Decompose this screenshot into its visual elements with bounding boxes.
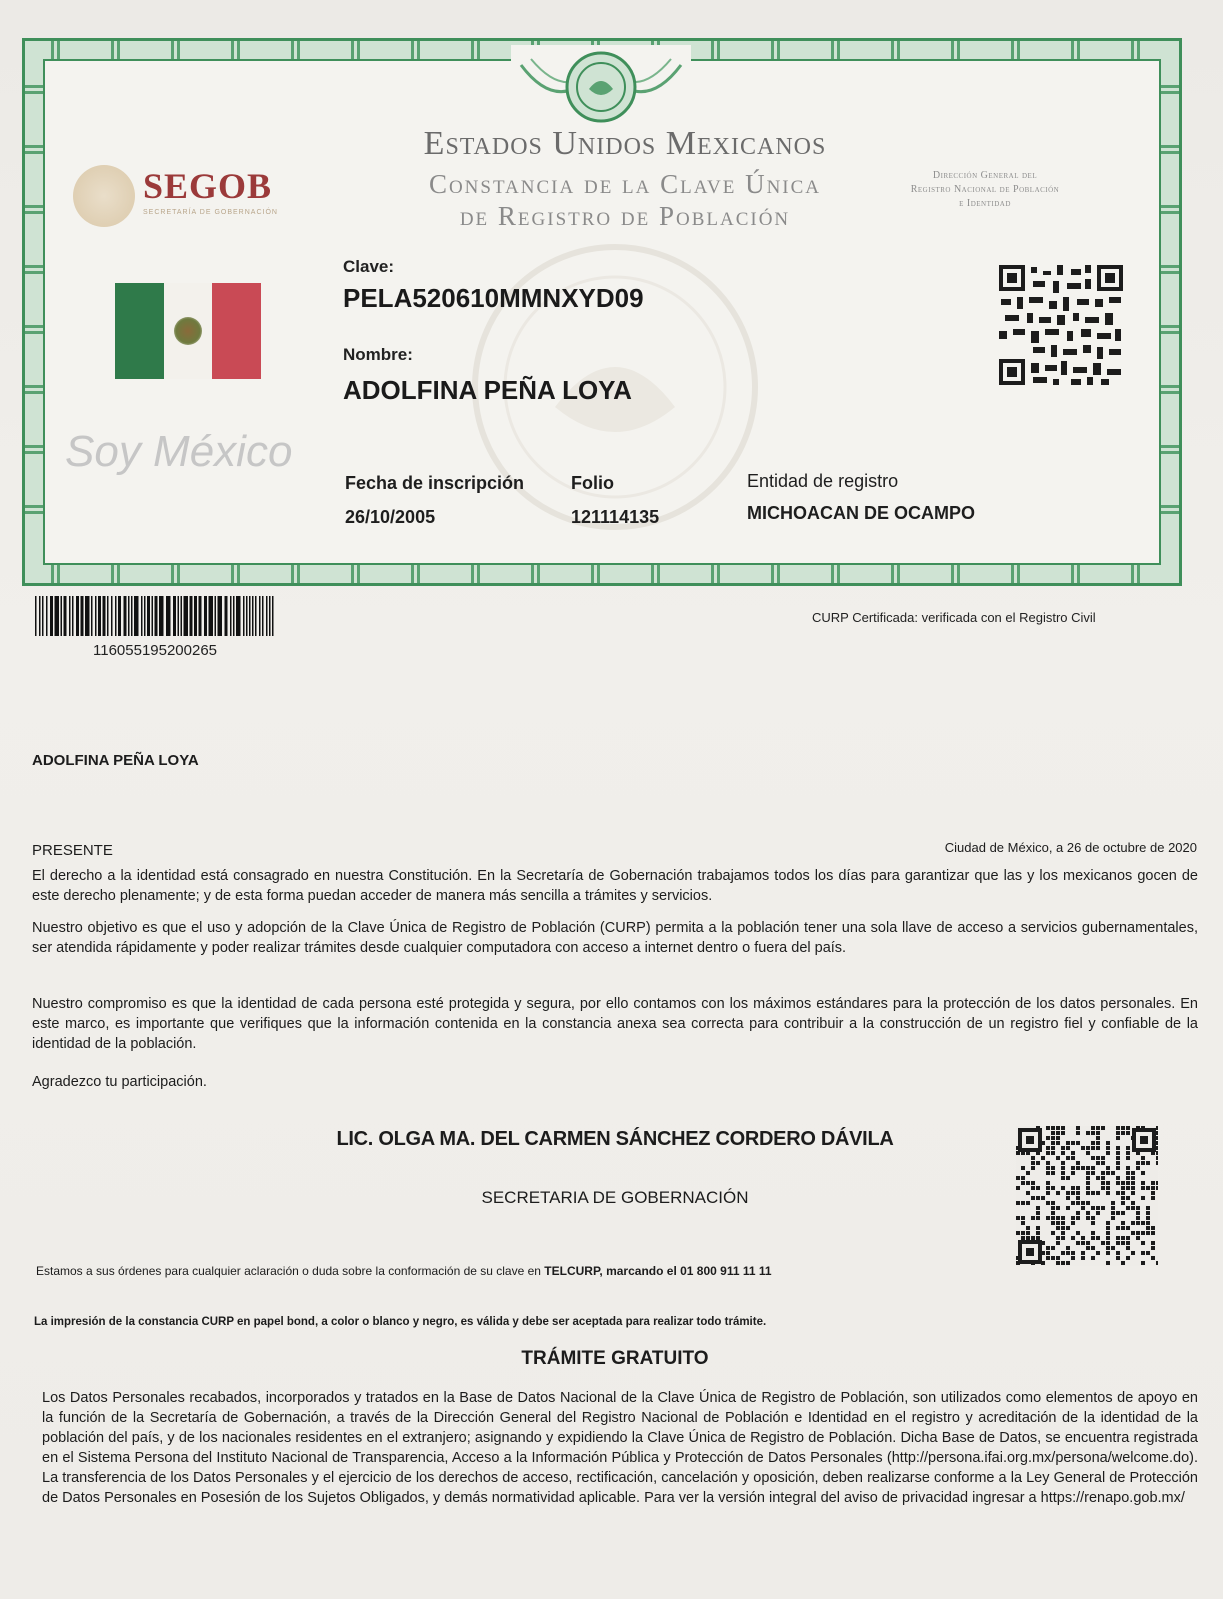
segob-emblem-icon [73,165,135,227]
national-seal-icon [511,45,691,135]
barcode-number: 116055195200265 [93,642,218,659]
clave-value: PELA520610MMNXYD09 [343,283,644,313]
letter-addressee: ADOLFINA PEÑA LOYA [32,752,199,769]
certificate-border-left [25,59,45,565]
folio-label: Folio [571,473,614,493]
segob-logo: SEGOB [143,166,273,206]
letter-presente: PRESENTE [32,842,113,859]
segob-subtitle: SECRETARÍA DE GOBERNACIÓN [143,209,278,216]
signer-role: SECRETARIA DE GOBERNACIÓN [481,1188,749,1207]
entidad-label: Entidad de registro [747,471,899,491]
letter-thanks: Agradezco tu participación. [32,1074,207,1090]
fecha-label: Fecha de inscripción [345,473,525,493]
print-validity-note: La impresión de la constancia CURP en papel bond, a color o blanco y negro, es válida y debe ser aceptada para realizar todo trámite. [34,1316,767,1328]
document-title-line-2: de Registro de Población [459,201,791,231]
nombre-value: ADOLFINA PEÑA LOYA [343,375,632,405]
fecha-value: 26/10/2005 [345,507,436,527]
telcurp-note: Estamos a sus órdenes para cualquier aclaración o duda sobre la conformación de su clave en TELCURP, marcando el 01 800 911 11 11 [36,1264,772,1278]
country-title: Estados Unidos Mexicanos [423,125,827,162]
letter-paragraph-3: Nuestro compromiso es que la identidad de cada persona esté protegida y segura, por ello contamos con los máximos estándares para la protección de los datos personales. En este marco, es importante que verifiques que la información contenida en la constancia anexa sea correcta para contribuir a la construcción de un registro fiel y confiable de la identidad de la población. [32,996,1198,1052]
entidad-value: MICHOACAN DE OCAMPO [747,503,975,523]
signer-name: LIC. OLGA MA. DEL CARMEN SÁNCHEZ CORDERO DÁVILA [336,1128,894,1150]
directorate-text: Dirección General del Registro Nacional de Población e Identidad [910,170,1060,209]
tramite-gratuito: TRÁMITE GRATUITO [521,1348,709,1369]
certificate-border-right [1159,59,1179,565]
letter-paragraph-2: Nuestro objetivo es que el uso y adopción de la Clave Única de Registro de Población (CURP) permita a la población tener una sola llave de acceso a servicios gubernamentales, ser atendida rápidamente y poder realizar trámites desde cualquier computadora con acceso a internet dentro o fuera del país. [32,920,1198,956]
mexican-flag-icon [115,283,261,379]
folio-value: 121114135 [571,507,660,527]
barcode-icon [35,596,275,636]
telcurp-phone: TELCURP, marcando el 01 800 911 11 11 [544,1264,772,1278]
qr-code-2-icon [1016,1126,1158,1266]
letter-place-date: Ciudad de México, a 26 de octubre de 2020 [944,840,1197,855]
curp-certificate [22,38,1182,586]
curp-certified-note: CURP Certificada: verificada con el Registro Civil [812,610,1096,625]
slogan: Soy México [65,427,293,476]
qr-code-icon [997,263,1125,387]
clave-label: Clave: [343,257,395,276]
document-title-line-1: Constancia de la Clave Única [428,169,822,199]
privacy-notice: Los Datos Personales recabados, incorporados y tratados en la Base de Datos Nacional de la Clave Única de Registro de Población, son utilizados como elementos de apoyo en la función de la Secretaría de Gobernación, a través de la Dirección General del Registro Nacional de Población e Identidad en el registro y acreditación de la identidad de la población del país, y de los nacionales residentes en el extranjero; asignando y expidiendo la Clave Única de Registro de Población. Dicha Base de Datos, se encuentra registrada en el Sistema Persona del Instituto Nacional de Transparencia, Acceso a la Información Pública y Protección de Datos Personales (http://persona.ifai.org.mx/persona/welcome.do). La transferencia de los Datos Personales y el ejercicio de los derechos de acceso, rectificación, cancelación y oposición, deben realizarse conforme a la Ley General de Protección de Datos Personales en Posesión de los Sujetos Obligados, y demás normatividad aplicable. Para ver la versión integral del aviso de privacidad ingresar a https://renapo.gob.mx/ [42,1390,1198,1506]
letter-paragraph-1: El derecho a la identidad está consagrado en nuestra Constitución. En la Secretaría de Gobernación trabajamos todos los días para garantizar que las y los mexicanos gocen de este derecho plenamente; y de esta forma puedan acceder de manera más sencilla a trámites y servicios. [32,868,1198,904]
nombre-label: Nombre: [343,345,413,364]
certificate-border-bottom [25,563,1179,583]
